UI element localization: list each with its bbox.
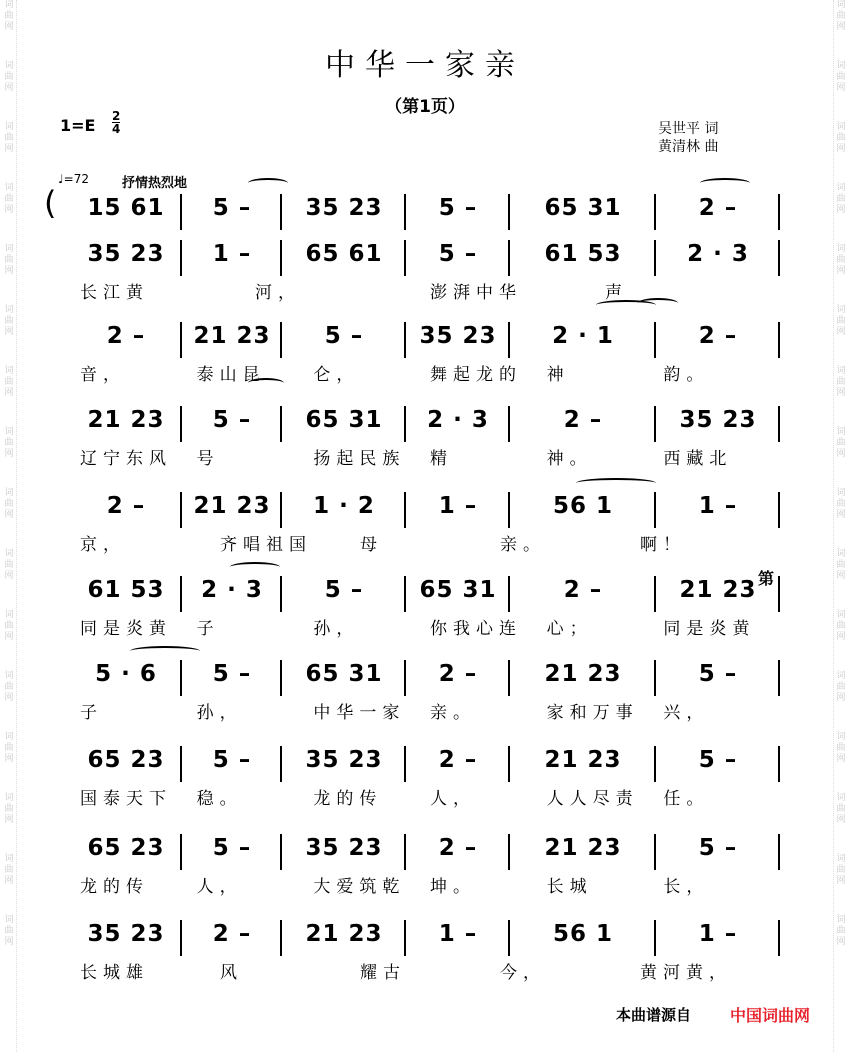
lyric-word: 任。	[663, 789, 710, 809]
time-signature-bottom: 4	[112, 122, 121, 136]
margin-note: 第	[758, 569, 775, 588]
lyric-word: 泰山昆	[196, 365, 266, 385]
key-signature: 1=E	[60, 116, 96, 135]
lyric-word: 人，	[196, 877, 243, 897]
watermark-text: 词 曲 网	[4, 793, 14, 825]
bar-line	[778, 834, 780, 870]
notation-line	[70, 656, 780, 692]
lyric-word: 孙，	[313, 619, 360, 639]
lyric-word: 长江黄	[80, 283, 149, 303]
watermark-text: 词 曲 网	[4, 488, 14, 520]
watermark-text: 词 曲 网	[836, 793, 846, 825]
measure: 2 –	[563, 407, 603, 433]
measure: 21 23	[544, 835, 622, 861]
measure: 2 –	[438, 661, 478, 687]
lyric-word: 子	[80, 703, 103, 723]
lyric-word: 长，	[663, 877, 710, 897]
lyric-word: 韵。	[663, 365, 710, 385]
measure: 5 –	[212, 407, 252, 433]
lyric-word: 音，	[80, 365, 126, 385]
measure: 1 –	[212, 241, 252, 267]
watermark-text: 词 曲 网	[4, 244, 14, 276]
bar-line	[778, 492, 780, 528]
lyric-word: 人人尽责	[546, 789, 639, 809]
watermark-text: 词 曲 网	[836, 183, 846, 215]
lyric-word: 澎湃中华	[430, 283, 522, 303]
lyric-word: 家和万事	[546, 703, 639, 723]
tie-slur	[230, 562, 280, 572]
watermark-text: 词 曲 网	[4, 610, 14, 642]
lyric-word: 扬起民族	[313, 449, 406, 469]
lyrics-line	[70, 278, 780, 302]
measure: 21 23	[679, 577, 757, 603]
tempo-marking: ♩=72	[58, 172, 89, 186]
measure: 65 61	[305, 241, 383, 267]
credits	[658, 120, 718, 156]
measure: 35 23	[87, 921, 165, 947]
lyric-word: 心；	[546, 619, 593, 639]
bar-line	[778, 240, 780, 276]
measure: 5 –	[698, 661, 738, 687]
lyric-word: 黄河黄，	[640, 963, 732, 983]
measure: 5 –	[324, 577, 364, 603]
tie-slur	[248, 378, 284, 388]
measure: 2 –	[212, 921, 252, 947]
measure: 5 –	[212, 661, 252, 687]
composer: 黄清林 曲	[658, 139, 719, 155]
lyrics-line	[70, 958, 780, 982]
measure: 21 23	[193, 493, 271, 519]
lyric-word: 长城雄	[80, 963, 149, 983]
lyric-word: 亲。	[430, 703, 476, 723]
expression-marking: 抒情热烈地	[122, 176, 188, 191]
lyric-word: 齐唱祖国	[220, 535, 312, 555]
measure: 65 31	[544, 195, 622, 221]
watermark-text: 词 曲 网	[836, 427, 846, 459]
lyric-word: 精	[430, 449, 453, 469]
measure: 1 –	[438, 921, 478, 947]
lyric-word: 声	[605, 283, 628, 303]
watermark-text: 词 曲 网	[836, 0, 846, 32]
measure: 2 –	[698, 195, 738, 221]
watermark-text: 词 曲 网	[4, 732, 14, 764]
lyric-word: 中华一家	[313, 703, 406, 723]
measure: 65 31	[419, 577, 497, 603]
measure: 35 23	[679, 407, 757, 433]
measure: 61 53	[544, 241, 622, 267]
watermark-text: 词 曲 网	[4, 0, 14, 32]
lyrics-line	[70, 698, 780, 722]
notation-line	[70, 190, 780, 226]
lyric-word: 龙的传	[80, 877, 149, 897]
watermark-text: 词 曲 网	[4, 854, 14, 886]
watermark-text: 词 曲 网	[836, 915, 846, 947]
lyric-word: 神。	[546, 449, 593, 469]
measure: 2 · 3	[687, 241, 749, 267]
lyric-word: 西藏北	[663, 449, 733, 469]
measure: 5 –	[212, 747, 252, 773]
measure: 2 –	[438, 835, 478, 861]
measure: 21 23	[305, 921, 383, 947]
measure: 1 –	[438, 493, 478, 519]
lyric-word: 龙的传	[313, 789, 383, 809]
watermark-text: 词 曲 网	[836, 610, 846, 642]
measure: 35 23	[87, 241, 165, 267]
watermark-strip-left	[2, 0, 17, 1052]
watermark-text: 词 曲 网	[836, 305, 846, 337]
lyrics-line	[70, 872, 780, 896]
measure: 2 –	[106, 323, 146, 349]
lyric-word: 亲。	[500, 535, 546, 555]
watermark-text: 词 曲 网	[4, 183, 14, 215]
measure: 56 1	[552, 493, 614, 519]
measure: 21 23	[544, 661, 622, 687]
lyric-word: 大爱筑乾	[313, 877, 406, 897]
lyric-word: 同是炎黄	[80, 619, 172, 639]
watermark-text: 词 曲 网	[4, 61, 14, 93]
measure: 35 23	[305, 195, 383, 221]
lyric-word: 风	[220, 963, 243, 983]
measure: 5 –	[324, 323, 364, 349]
watermark-text: 词 曲 网	[836, 732, 846, 764]
measure: 65 23	[87, 747, 165, 773]
measure: 56 1	[552, 921, 614, 947]
lyric-word: 啊！	[640, 535, 686, 555]
notation-line	[70, 402, 780, 438]
notation-line	[70, 236, 780, 272]
time-signature	[112, 110, 120, 135]
bar-line	[778, 576, 780, 612]
lyric-word: 同是炎黄	[663, 619, 756, 639]
time-signature-top: 2	[112, 109, 121, 123]
lyric-word: 人，	[430, 789, 476, 809]
lyric-word: 河，	[255, 283, 301, 303]
lyric-word: 仑，	[313, 365, 360, 385]
measure: 5 –	[438, 241, 478, 267]
watermark-text: 词 曲 网	[4, 671, 14, 703]
lyric-word: 舞起龙的	[430, 365, 522, 385]
lyrics-line	[70, 614, 780, 638]
lyric-word: 耀古	[360, 963, 406, 983]
bar-line	[778, 322, 780, 358]
measure: 61 53	[87, 577, 165, 603]
lyric-word: 今，	[500, 963, 546, 983]
lyrics-line	[70, 530, 780, 554]
tie-slur	[700, 178, 750, 188]
watermark-text: 词 曲 网	[836, 549, 846, 581]
notation-line	[70, 572, 780, 608]
lyric-word: 你我心连	[430, 619, 522, 639]
measure: 65 31	[305, 407, 383, 433]
measure: 21 23	[544, 747, 622, 773]
lyric-word: 神	[546, 365, 570, 385]
measure: 2 –	[106, 493, 146, 519]
watermark-text: 词 曲 网	[836, 671, 846, 703]
measure: 2 –	[563, 577, 603, 603]
lyric-word: 号	[196, 449, 220, 469]
song-title: 中华一家亲	[325, 48, 525, 83]
watermark-text: 词 曲 网	[836, 122, 846, 154]
watermark-text: 词 曲 网	[836, 854, 846, 886]
tie-slur	[576, 478, 656, 488]
bar-line	[778, 406, 780, 442]
measure: 35 23	[305, 835, 383, 861]
notation-line	[70, 488, 780, 524]
watermark-text: 词 曲 网	[4, 366, 14, 398]
bar-line	[778, 194, 780, 230]
lyrics-line	[70, 444, 780, 468]
tie-slur	[596, 300, 656, 310]
watermark-text: 词 曲 网	[836, 244, 846, 276]
measure: 1 –	[698, 921, 738, 947]
measure: 5 –	[698, 835, 738, 861]
lyrics-line	[70, 360, 780, 384]
measure: 35 23	[305, 747, 383, 773]
watermark-text: 词 曲 网	[4, 549, 14, 581]
bar-line	[778, 660, 780, 696]
measure: 5 –	[698, 747, 738, 773]
measure: 21 23	[87, 407, 165, 433]
notation-line	[70, 830, 780, 866]
lyric-word: 兴，	[663, 703, 710, 723]
measure: 2 –	[438, 747, 478, 773]
lyric-word: 孙，	[196, 703, 243, 723]
repeat-paren-open: (	[44, 184, 57, 222]
measure: 5 –	[212, 835, 252, 861]
bar-line	[778, 920, 780, 956]
measure: 65 31	[305, 661, 383, 687]
bar-line	[778, 746, 780, 782]
watermark-strip-right	[833, 0, 848, 1052]
measure: 2 · 3	[427, 407, 489, 433]
measure: 5 –	[212, 195, 252, 221]
page-label: （第1页）	[385, 97, 465, 117]
lyric-word: 国泰天下	[80, 789, 172, 809]
lyrics-line	[70, 784, 780, 808]
watermark-text: 词 曲 网	[4, 427, 14, 459]
measure: 2 · 1	[552, 323, 614, 349]
notation-line	[70, 742, 780, 778]
lyric-word: 京，	[80, 535, 126, 555]
watermark-text: 词 曲 网	[836, 366, 846, 398]
watermark-text: 词 曲 网	[4, 915, 14, 947]
measure: 5 · 6	[95, 661, 157, 687]
lyric-word: 稳。	[196, 789, 243, 809]
tie-slur	[248, 178, 288, 188]
notation-line	[70, 318, 780, 354]
watermark-text: 词 曲 网	[836, 61, 846, 93]
measure: 2 –	[698, 323, 738, 349]
lyric-word: 辽宁东风	[80, 449, 172, 469]
footer-source-label: 本曲谱源自	[616, 1006, 692, 1024]
notation-line	[70, 916, 780, 952]
measure: 65 23	[87, 835, 165, 861]
watermark-text: 词 曲 网	[4, 122, 14, 154]
tie-slur	[130, 646, 200, 656]
measure: 15 61	[87, 195, 165, 221]
footer-site-link[interactable]: 中国词曲网	[730, 1006, 811, 1025]
watermark-text: 词 曲 网	[836, 488, 846, 520]
lyricist: 吴世平 词	[658, 121, 719, 137]
lyric-word: 坤。	[430, 877, 476, 897]
measure: 2 · 3	[201, 577, 263, 603]
measure: 1 –	[698, 493, 738, 519]
measure: 35 23	[419, 323, 497, 349]
measure: 5 –	[438, 195, 478, 221]
lyric-word: 母	[360, 535, 383, 555]
lyric-word: 子	[196, 619, 220, 639]
measure: 1 · 2	[313, 493, 375, 519]
watermark-text: 词 曲 网	[4, 305, 14, 337]
lyric-word: 长城	[546, 877, 593, 897]
measure: 21 23	[193, 323, 271, 349]
